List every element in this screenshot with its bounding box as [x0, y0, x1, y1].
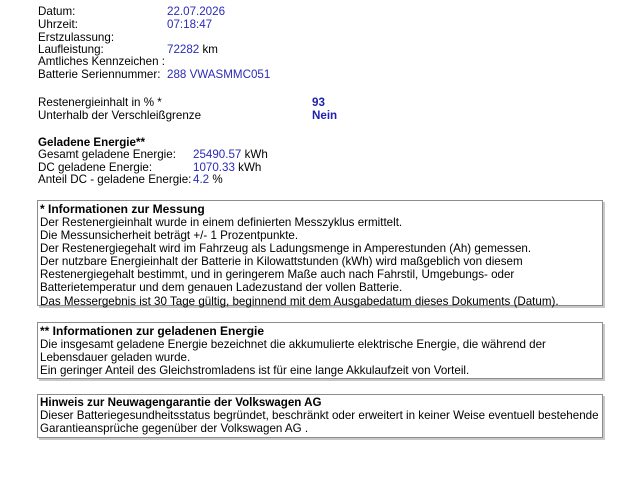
- laufleistung-label: Laufleistung:: [38, 43, 104, 56]
- gesamt-value: 25490.57 kWh: [193, 148, 268, 161]
- erstzulassung-label: Erstzulassung:: [38, 31, 115, 44]
- anteil-unit: %: [212, 173, 223, 186]
- info-energie-title: ** Informationen zur geladenen Energie: [40, 324, 265, 338]
- garantie-line: Garantieansprüche gegenüber der Volkswagen AG .: [40, 422, 309, 436]
- restenergie-value: 93: [312, 96, 325, 109]
- laufleistung-value: 72282 km: [167, 43, 218, 56]
- info-messung-line: Das Messergebnis ist 30 Tage gültig, beginnend mit dem Ausgabedatum dieses Dokuments (Datum).: [40, 294, 559, 308]
- garantie-box: [37, 394, 603, 438]
- kennzeichen-label: Amtliches Kennzeichen :: [38, 55, 165, 68]
- dc-value: 1070.33 kWh: [193, 161, 262, 174]
- uhrzeit-value: 07:18:47: [167, 18, 213, 31]
- anteil-value: 4.2 %: [193, 173, 223, 186]
- datum-value: 22.07.2026: [167, 5, 226, 18]
- seriennummer-label: Batterie Seriennummer:: [38, 68, 161, 81]
- garantie-line: Dieser Batteriegesundheitsstatus begründet, beschränkt oder erweitert in keiner Weise eventuell bestehende: [40, 409, 599, 422]
- laufleistung-unit: km: [202, 43, 218, 56]
- gesamt-unit: kWh: [244, 148, 268, 161]
- info-energie-line: Ein geringer Anteil des Gleichstromladens ist für eine lange Akkulaufzeit von Vorteil.: [40, 364, 470, 378]
- info-messung-line: Der Restenergiegehalt wird im Fahrzeug als Ladungsmenge in Amperestunden (Ah) gemessen.: [40, 242, 532, 256]
- dc-label: DC geladene Energie:: [38, 161, 153, 174]
- energie-heading: Geladene Energie**: [38, 136, 145, 149]
- dc-unit: kWh: [238, 161, 262, 174]
- info-energie-box: [37, 322, 603, 379]
- gesamt-label: Gesamt geladene Energie:: [38, 148, 176, 161]
- verschleiss-value: Nein: [312, 109, 338, 122]
- info-messung-line: Restenergiegehalt bestimmt, und in geringerem Maße auch nach Fahrstil, Umgebungs- oder: [40, 268, 515, 282]
- datum-label: Datum:: [38, 5, 76, 18]
- info-messung-line: Die Messunsicherheit beträgt +/- 1 Prozentpunkte.: [40, 229, 299, 243]
- info-energie-line: Lebensdauer geladen wurde.: [40, 351, 191, 365]
- anteil-label: Anteil DC - geladene Energie:: [38, 173, 192, 186]
- info-messung-line: Der Restenergieinhalt wurde in einem definierten Messzyklus ermittelt.: [40, 216, 403, 229]
- verschleiss-label: Unterhalb der Verschleißgrenze: [38, 109, 202, 122]
- restenergie-label: Restenergieinhalt in % *: [38, 96, 162, 109]
- uhrzeit-label: Uhrzeit:: [38, 18, 78, 31]
- info-messung-line: Batterietemperatur und dem genauen Ladezustand der vollen Batterie.: [40, 281, 403, 295]
- info-energie-line: Die insgesamt geladene Energie bezeichnet die akkumulierte elektrische Energie, die während der: [40, 338, 546, 351]
- info-messung-line: Der nutzbare Energieinhalt der Batterie in Kilowattstunden (kWh) wird maßgeblich von diesem: [40, 255, 523, 269]
- info-messung-box: [37, 200, 603, 306]
- info-messung-title: * Informationen zur Messung: [40, 202, 205, 216]
- garantie-title: Hinweis zur Neuwagengarantie der Volkswagen AG: [40, 396, 322, 409]
- seriennummer-value: 288 VWASMMC051: [167, 68, 271, 81]
